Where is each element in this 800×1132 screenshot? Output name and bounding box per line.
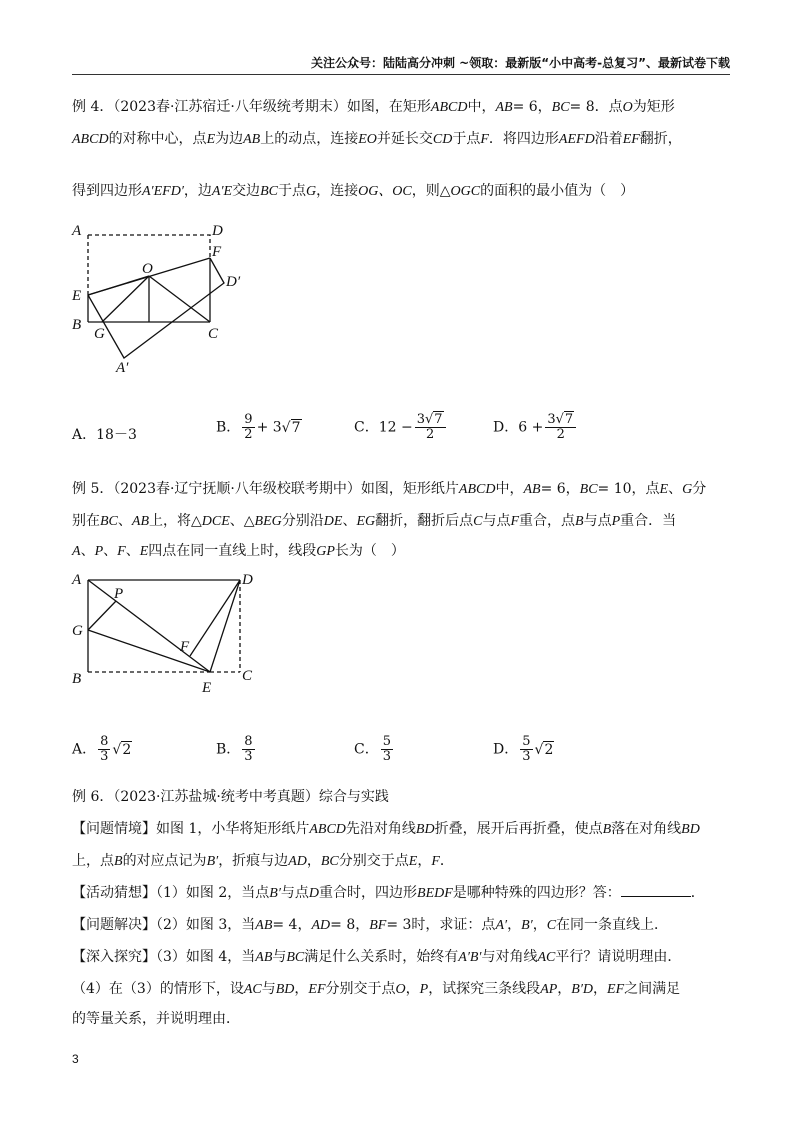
ex4-label-g: G [94, 326, 105, 342]
sqrt: √2 [112, 741, 132, 758]
ex5-line-1: 例 5．（2023春·辽宁抚顺·八年级校联考期中）如图，矩形纸片ABCD中，AB= 6，BC= 10，点E、G分 [72, 481, 707, 497]
fraction: $\frac{8}{3}$ [100, 734, 109, 764]
ex4-label-c: C [208, 326, 219, 342]
ex5-figure-svg [66, 568, 266, 698]
ex4-label-a1: A′ [116, 360, 129, 376]
ex4-option-b[interactable]: B． $\frac{9}{2}$ + 3√7 [216, 412, 301, 442]
ex5-line-2: 别在BC、AB上，将△DCE、△BEG分别沿DE、EG翻折，翻折后点C与点F重合，点B与点P重合．当 [72, 513, 677, 529]
ex5-label-f: F [180, 639, 190, 655]
ex4-line-3: 得到四边形A′EFD′，边A′E交边BC于点G，连接OG、OC，则△OGC的面积的最小值为（ ） [72, 183, 635, 199]
fraction: $\frac{9}{2}$ [244, 412, 253, 442]
ex6-line-4: 【活动猜想】（1）如图 2，当点B′与点D重合时，四边形BEDF是哪种特殊的四边形？答： ． [72, 882, 705, 905]
ex4-option-c[interactable]: C．12 − $\frac{3√7}{2}$ [354, 413, 448, 442]
ex5-label-b: B [72, 671, 82, 687]
sqrt: √7 [425, 412, 443, 427]
ex4-line-2: ABCD的对称中心，点E为边AB上的动点，连接EO并延长交CD于点F．将四边形AEFD沿着EF翻折， [72, 131, 682, 147]
sqrt: √7 [281, 419, 301, 436]
fraction: $\frac{5}{3}$ [522, 734, 531, 764]
ex5-option-a[interactable]: A． $\frac{8}{3}$ √2 [72, 734, 132, 764]
page-header: 关注公众号：陆陆高分冲刺 ~领取：最新版“小中高考-总复习”、最新试卷下载 [72, 54, 730, 75]
ex4-label-a: A [72, 223, 82, 239]
ex4-folded-edges [88, 258, 224, 358]
ex4-line-1: 例 4．（2023春·江苏宿迁·八年级统考期末）如图，在矩形ABCD中，AB= 6，BC= 8．点O为矩形 [72, 99, 675, 115]
ex4-label-o: O [142, 261, 153, 277]
ex5-figure [66, 568, 266, 702]
ex4-label-d: D [212, 223, 223, 239]
ex4-label-e: E [72, 288, 82, 304]
ex5-option-b[interactable]: B． $\frac{8}{3}$ [216, 734, 253, 764]
page-number: 3 [72, 1052, 79, 1066]
ex6-line-5: 【问题解决】（2）如图 3，当AB= 4，AD= 8，BF= 3时，求证：点A′，B′，C在同一条直线上． [72, 917, 669, 933]
sqrt: √2 [534, 741, 554, 758]
ex4-dashed-top [88, 235, 210, 258]
ex5-segment-ge [88, 630, 210, 672]
ex6-line-3: 上，点B的对应点记为B′，折痕与边AD，BC分别交于点E，F． [72, 853, 454, 869]
ex6-line-1: 例 6．（2023·江苏盐城·统考中考真题）综合与实践 [72, 789, 389, 805]
ex6-line-8: 的等量关系，并说明理由． [72, 1011, 240, 1027]
ex4-label-d1: D′ [226, 274, 241, 290]
fraction: $\frac{5}{3}$ [382, 734, 391, 764]
ex4-figure-svg [66, 218, 256, 378]
ex4-segment-oc [149, 276, 210, 322]
ex5-option-c[interactable]: C． $\frac{5}{3}$ [354, 734, 391, 764]
ex5-label-p: P [114, 586, 124, 602]
ex6-line-6: 【深入探究】（3）如图 4，当AB与BC满足什么关系时，始终有A′B′与对角线AC平行？请说明理由． [72, 949, 682, 965]
ex5-label-d: D [242, 572, 253, 588]
ex6-line-7: （4）在（3）的情形下，设AC与BD，EF分别交于点O，P，试探究三条线段AP，B′D，EF之间满足 [72, 981, 681, 997]
ex5-label-e: E [202, 680, 212, 696]
ex5-option-d[interactable]: D． $\frac{5}{3}$ √2 [493, 734, 554, 764]
sqrt: √7 [555, 412, 574, 427]
ex4-option-a[interactable]: A．18－3 [72, 427, 137, 443]
ex5-segment-df [190, 580, 240, 656]
ex5-label-c: C [242, 668, 253, 684]
ex5-label-g: G [72, 623, 83, 639]
ex4-label-b: B [72, 317, 82, 333]
fraction: $\frac{8}{3}$ [244, 734, 253, 764]
fraction: $\frac{3√7}{2}$ [415, 413, 446, 442]
ex4-label-f: F [212, 244, 222, 260]
ex5-segment-ae [88, 580, 210, 672]
fraction: $\frac{3√7}{2}$ [545, 413, 576, 442]
answer-blank[interactable] [621, 882, 691, 897]
ex5-label-a: A [72, 572, 82, 588]
ex6-line-2: 【问题情境】如图 1，小华将矩形纸片ABCD先沿对角线BD折叠，展开后再折叠，使点B落在对角线BD [72, 821, 700, 837]
ex5-segment-gp [88, 601, 116, 630]
ex4-option-d[interactable]: D．6 + $\frac{3√7}{2}$ [493, 413, 578, 442]
ex4-figure [66, 218, 256, 382]
ex5-line-3: A、P、F、E四点在同一直线上时，线段GP长为（ ） [72, 543, 405, 559]
ex5-segment-de [210, 580, 240, 672]
